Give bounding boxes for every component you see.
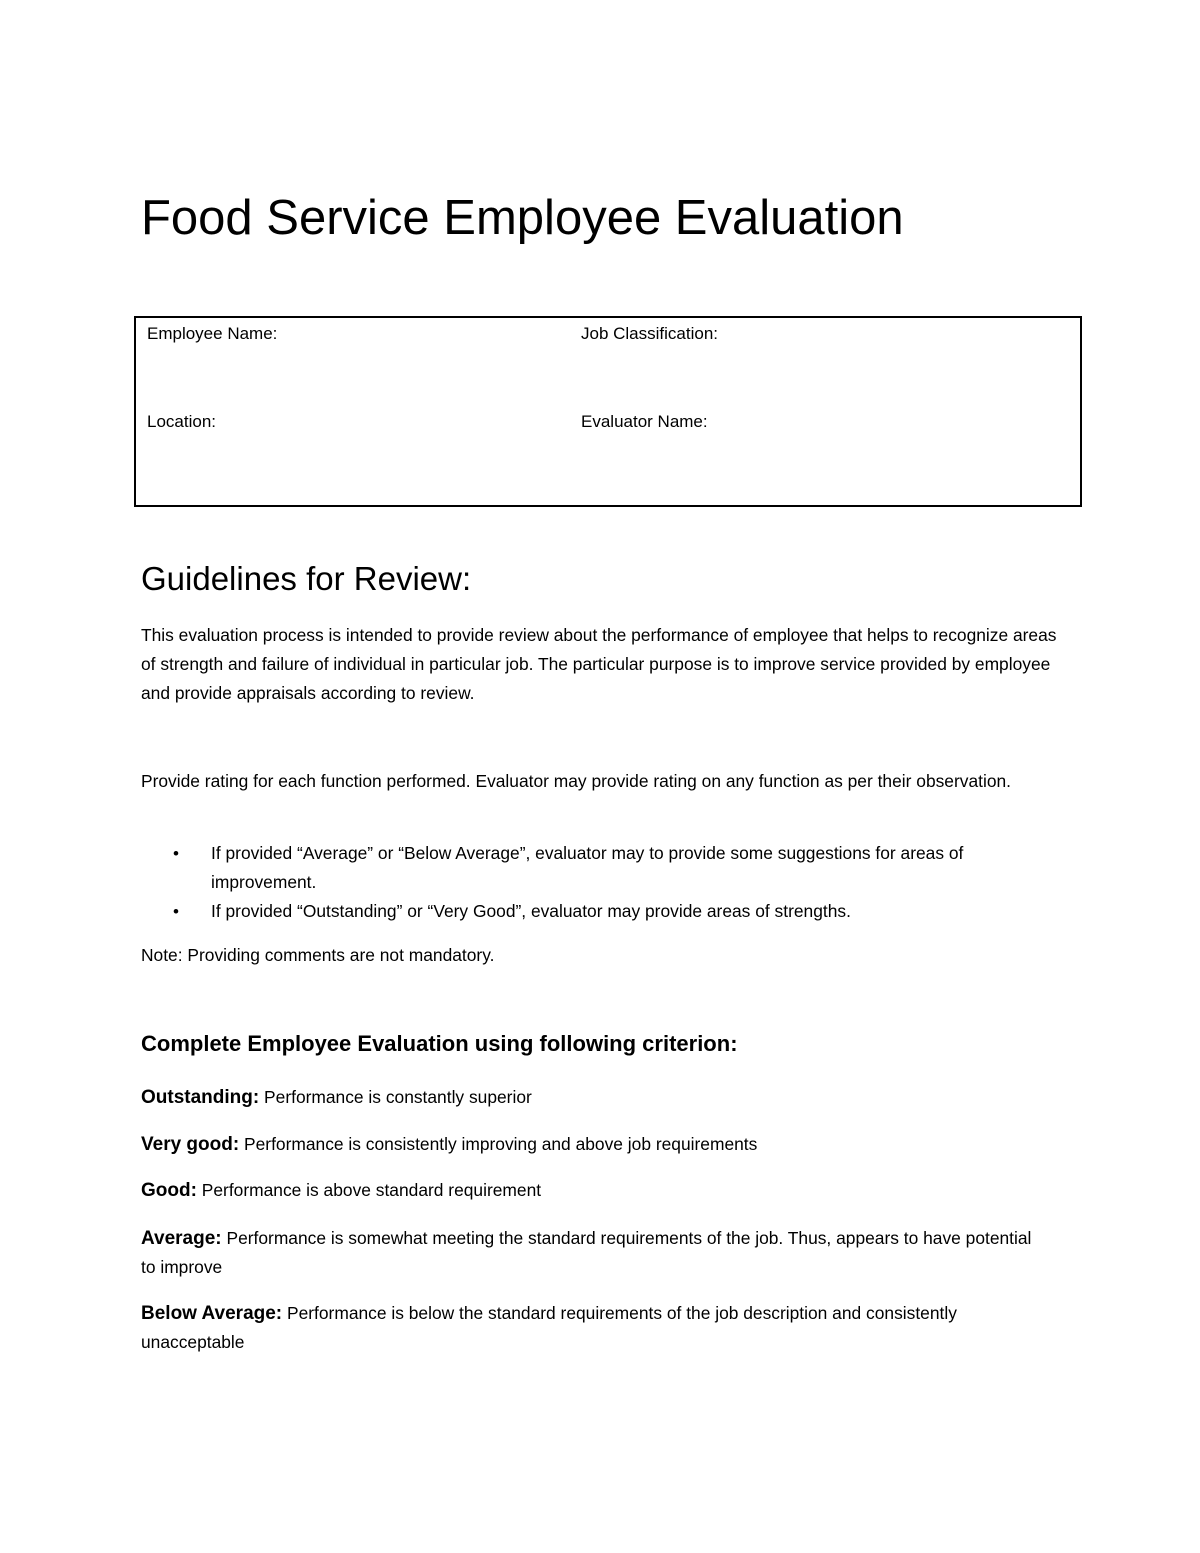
criterion-description: Performance is above standard requirement <box>201 1180 542 1200</box>
criterion-description: Performance is somewhat meeting the standard requirements of the job. Thus, appears to have potential to improve <box>141 1228 1032 1277</box>
criterion-term: Outstanding: <box>141 1087 260 1108</box>
note-text: Note: Providing comments are not mandatory. <box>141 945 495 965</box>
list-item <box>141 897 1061 926</box>
list-item <box>141 839 1061 897</box>
criterion-average <box>141 1224 1041 1282</box>
criterion-term: Very good: <box>141 1134 240 1155</box>
criterion-below-average <box>141 1299 1041 1357</box>
job-classification-label: Job Classification: <box>581 324 719 343</box>
criterion-term: Average: <box>141 1228 222 1249</box>
criterion-description: Performance is consistently improving and above job requirements <box>244 1134 758 1154</box>
bullet-text: If provided “Outstanding” or “Very Good”, evaluator may provide areas of strengths. <box>211 901 851 921</box>
employee-name-label: Employee Name: <box>147 324 278 343</box>
bullet-text: If provided “Average” or “Below Average”, evaluator may to provide some suggestions for areas of improvement. <box>211 843 964 892</box>
guidelines-bullet-list <box>141 839 1061 926</box>
evaluator-name-label: Evaluator Name: <box>581 412 708 431</box>
guidelines-paragraph: This evaluation process is intended to provide review about the performance of employee that helps to recognize areas of strength and failure of individual in particular job. The particular purpose is to improve service provided by employee and provide appraisals according to review. <box>141 625 1057 703</box>
criterion-good <box>141 1176 1041 1205</box>
criterion-outstanding <box>141 1083 1041 1112</box>
document-title: Food Service Employee Evaluation <box>141 191 904 245</box>
guidelines-heading: Guidelines for Review: <box>141 560 472 597</box>
employee-info-box <box>134 316 1082 507</box>
criterion-description: Performance is constantly superior <box>264 1087 532 1107</box>
criterion-term: Good: <box>141 1180 197 1201</box>
criteria-heading: Complete Employee Evaluation using following criterion: <box>141 1031 738 1056</box>
criterion-very-good <box>141 1130 1041 1159</box>
criterion-term: Below Average: <box>141 1303 283 1324</box>
bullet-icon: • <box>173 902 179 921</box>
location-label: Location: <box>147 412 216 431</box>
criterion-description: Performance is below the standard requirements of the job description and consistently unacceptable <box>141 1303 957 1352</box>
bullet-icon: • <box>173 844 179 863</box>
rating-instructions-paragraph: Provide rating for each function performed. Evaluator may provide rating on any function as per their observation. <box>141 771 1012 791</box>
